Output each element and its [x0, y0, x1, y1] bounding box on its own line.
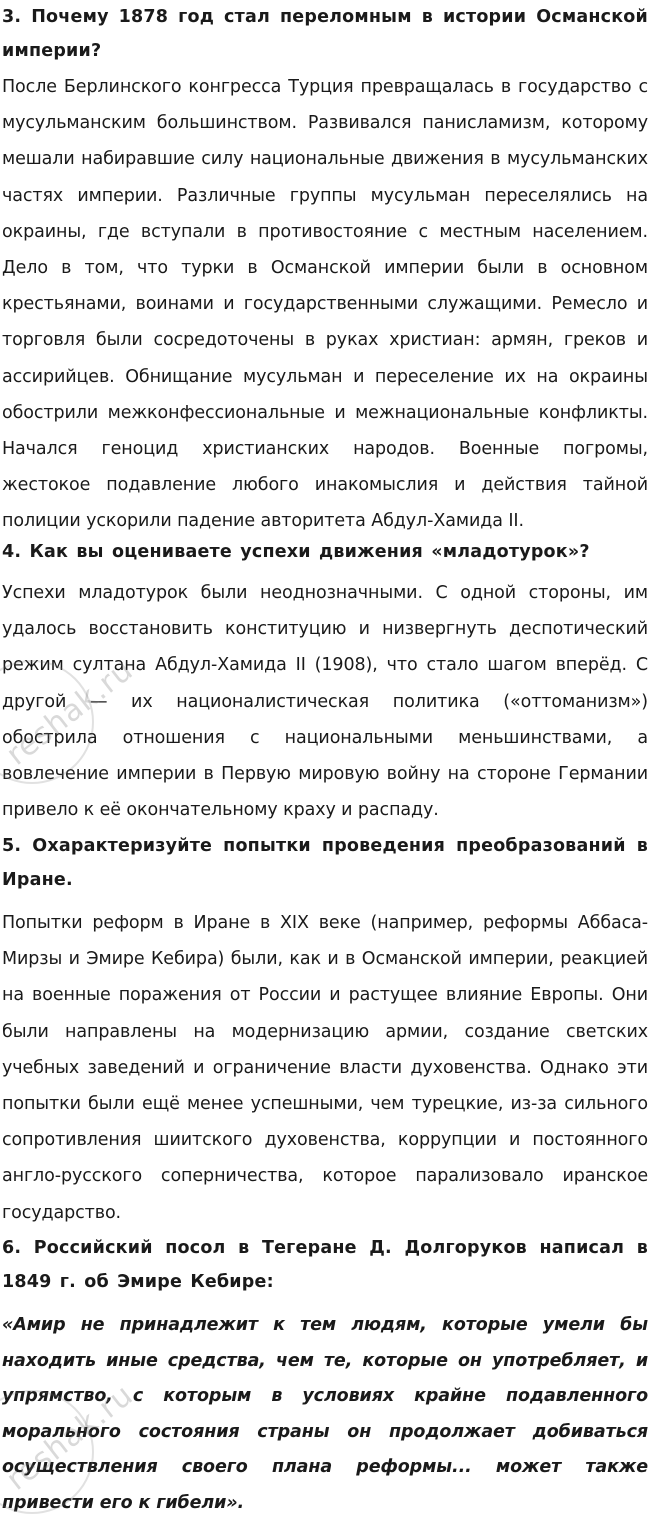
quote-6: «Амир не принадлежит к тем людям, которые умели бы находить иные средства, чем те, которые он употребляет, и упрямство, с которым в условиях крайне подавленного морального состояния страны он продолжает добиваться осуществления своего плана реформы... может также привести его к гибели».: [2, 1315, 648, 1513]
watermark-text: reshak.ru: [0, 1377, 141, 1498]
question-4: 4. Как вы оцениваете успехи движения «младотурок»?: [2, 542, 590, 562]
watermark-text: reshak.ru: [0, 652, 141, 773]
question-5: 5. Охарактеризуйте попытки проведения преобразований в Иране.: [2, 836, 648, 890]
answer-4: Успехи младотурок были неоднозначными. С одной стороны, им удалось восстановить конституцию и низвергнуть деспотический режим султана Абдул-Хамида II (1908), что стало шагом вперёд. С другой — их националистическая политика («оттоманизм») обострила отношения с национальными меньшинствами, а вовлечение империи в Первую мировую войну на стороне Германии привело к её окончательному краху и распаду.: [2, 583, 648, 821]
question-6: 6. Российский посол в Тегеране Д. Долгоруков написал в 1849 г. об Эмире Кебире:: [2, 1238, 648, 1292]
answer-5: Попытки реформ в Иране в XIX веке (например, реформы Аббаса-Мирзы и Эмире Кебира) были, как и в Османской империи, реакцией на военные поражения от России и растущее влияние Европы. Они были направлены на модернизацию армии, создание светских учебных заведений и ограничение власти духовенства. Однако эти попытки были ещё менее успешными, чем турецкие, из-за сильного сопротивления шиитского духовенства, коррупции и постоянного англо-русского соперничества, которое парализовало иранское государство.: [2, 913, 648, 1223]
question-3: 3. Почему 1878 год стал переломным в истории Османской империи?: [2, 7, 648, 61]
answer-3: После Берлинского конгресса Турция превращалась в государство с мусульманским большинством. Развивался панисламизм, которому мешали набиравшие силу национальные движения в мусульманских частях империи. Различные группы мусульман переселялись на окраины, где вступали в противостояние с местным населением. Дело в том, что турки в Османской империи были в основном крестьянами, воинами и государственными служащими. Ремесло и торговля были сосредоточены в руках христиан: армян, греков и ассирийцев. Обнищание мусульман и переселение их на окраины обострили межконфессиональные и межнациональные конфликты. Начался геноцид христианских народов. Военные погромы, жестокое подавление любого инакомыслия и действия тайной полиции ускорили падение авторитета Абдул-Хамида II.: [2, 77, 648, 532]
